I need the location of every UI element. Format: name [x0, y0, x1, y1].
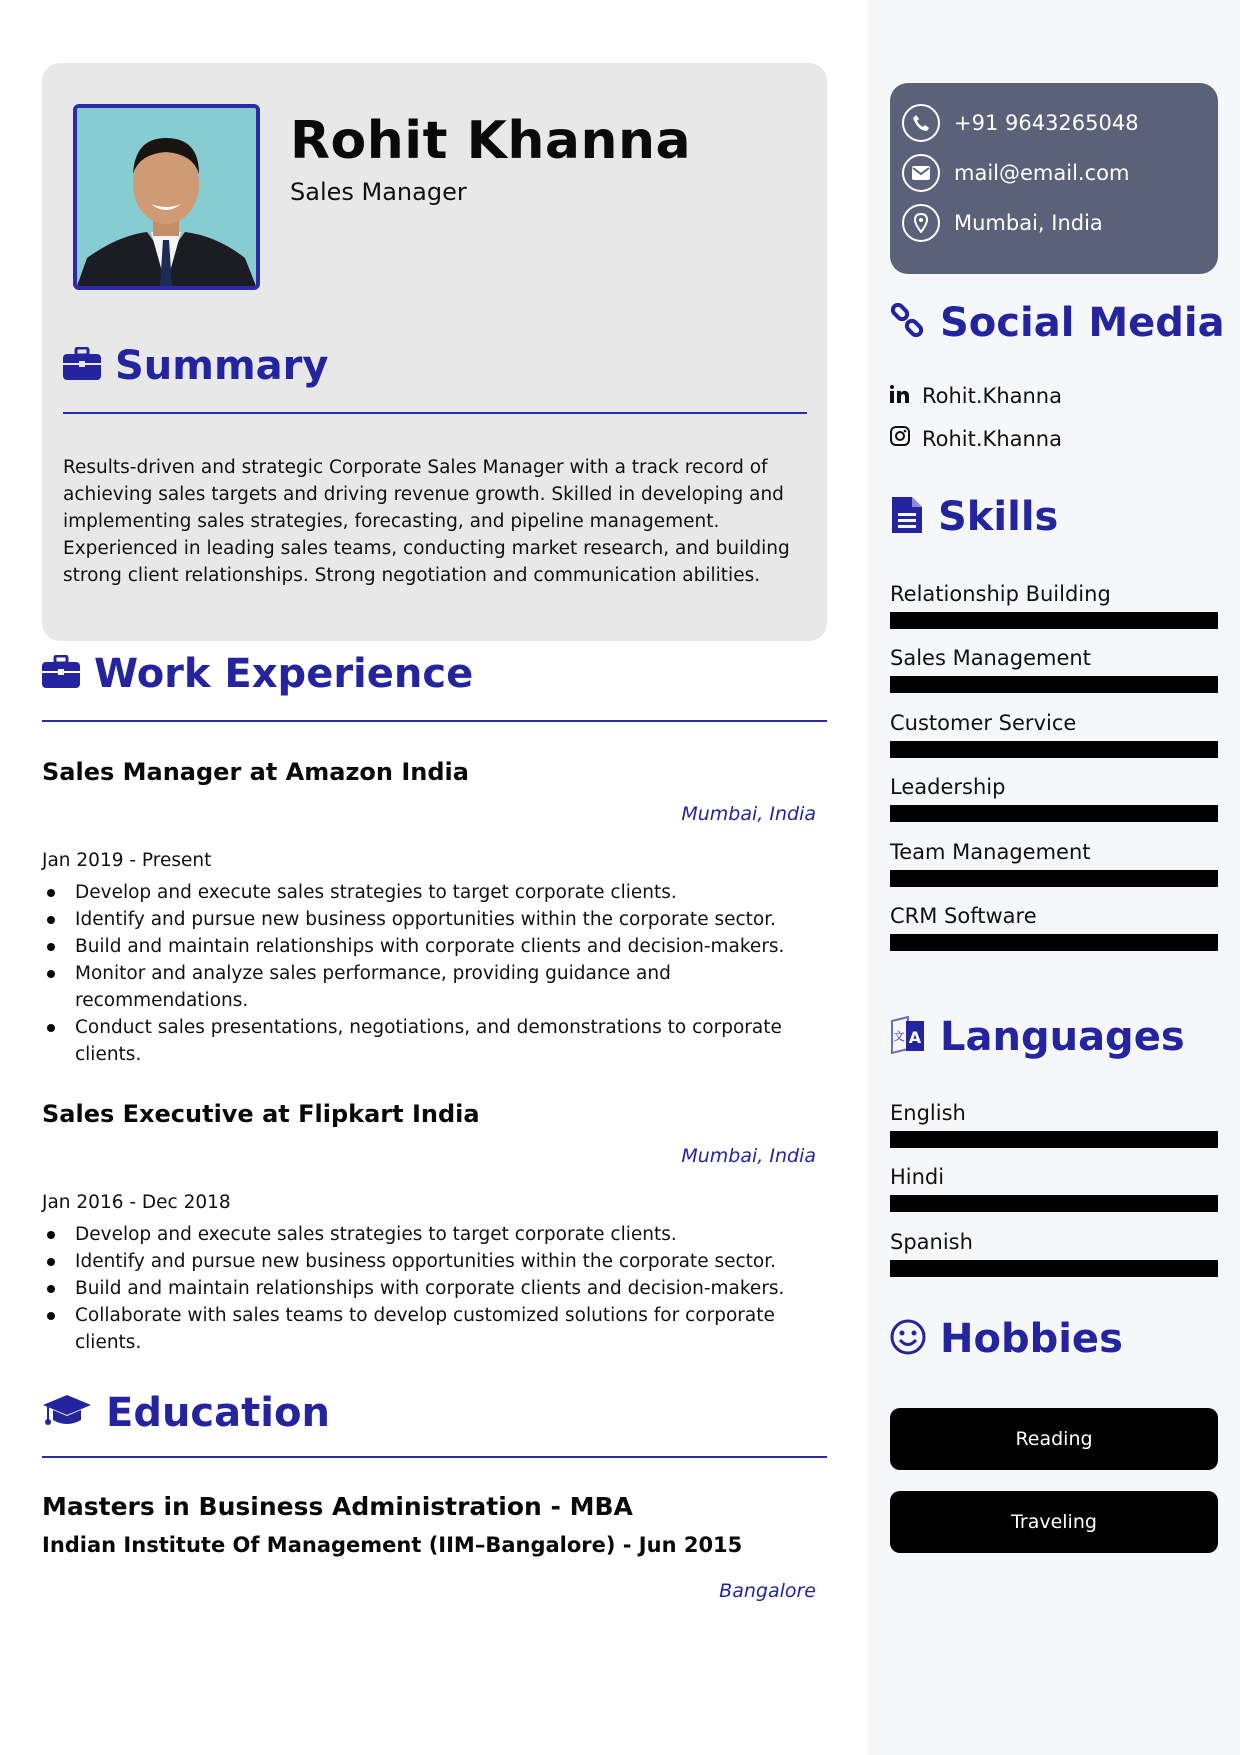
job-bullets-1	[42, 879, 812, 1068]
education-heading-text: Education	[106, 1390, 330, 1436]
instagram-handle: Rohit.Khanna	[922, 426, 1062, 451]
social-instagram[interactable]	[890, 426, 1062, 451]
language-label: Spanish	[890, 1230, 973, 1254]
education-heading	[42, 1390, 330, 1436]
job-title-1: Sales Manager at Amazon India	[42, 758, 469, 786]
education-school: Indian Institute Of Management (IIM–Bangalore) - Jun 2015	[42, 1533, 743, 1557]
contact-phone	[902, 104, 1139, 142]
skill-label: Leadership	[890, 775, 1006, 799]
education-location: Bangalore	[719, 1580, 816, 1602]
languages-heading-text: Languages	[940, 1014, 1185, 1060]
summary-divider	[63, 412, 807, 414]
skill-bar	[890, 870, 1218, 887]
hobbies-heading-text: Hobbies	[940, 1316, 1123, 1362]
contact-location-text: Mumbai, India	[954, 211, 1103, 235]
skill-label: Team Management	[890, 840, 1091, 864]
skill-bar	[890, 805, 1218, 822]
language-bar	[890, 1195, 1218, 1212]
linkedin-handle: Rohit.Khanna	[922, 384, 1062, 408]
summary-heading-text: Summary	[115, 343, 329, 389]
instagram-icon	[890, 426, 910, 451]
briefcase-icon	[63, 347, 101, 385]
education-divider	[42, 1456, 827, 1458]
phone-icon	[902, 104, 940, 142]
list-item: Conduct sales presentations, negotiations, and demonstrations to corporate clients.	[42, 1014, 812, 1068]
language-bar	[890, 1131, 1218, 1148]
envelope-icon	[902, 154, 940, 192]
hobby-chip: Reading	[890, 1408, 1218, 1470]
svg-text:A: A	[908, 1028, 922, 1047]
briefcase-icon	[42, 655, 80, 693]
link-icon	[890, 303, 926, 343]
list-item: Identify and pursue new business opportunities within the corporate sector.	[42, 906, 812, 933]
list-item: Build and maintain relationships with corporate clients and decision-makers.	[42, 1275, 812, 1302]
smiley-icon	[890, 1319, 926, 1359]
skill-label: Relationship Building	[890, 582, 1111, 606]
contact-location	[902, 204, 1103, 242]
profile-photo	[73, 104, 260, 290]
language-label: English	[890, 1101, 966, 1125]
job-dates-1: Jan 2019 - Present	[42, 850, 212, 871]
skills-heading-text: Skills	[938, 494, 1059, 540]
language-bar	[890, 1260, 1218, 1277]
languages-heading	[890, 1014, 1185, 1060]
map-pin-icon	[902, 204, 940, 242]
document-icon	[890, 495, 924, 539]
skill-label: CRM Software	[890, 904, 1037, 928]
job-bullets-2	[42, 1221, 812, 1356]
work-heading-text: Work Experience	[94, 651, 474, 697]
contact-email	[902, 154, 1129, 192]
skill-label: Customer Service	[890, 711, 1077, 735]
header-card	[42, 63, 827, 641]
contact-card	[890, 83, 1218, 274]
work-divider	[42, 720, 827, 722]
job-title-2: Sales Executive at Flipkart India	[42, 1100, 480, 1128]
skill-bar	[890, 676, 1218, 693]
graduation-cap-icon	[42, 1393, 92, 1433]
skill-bar	[890, 934, 1218, 951]
summary-heading	[63, 343, 328, 389]
job-dates-2: Jan 2016 - Dec 2018	[42, 1192, 231, 1213]
skill-bar	[890, 741, 1218, 758]
list-item: Develop and execute sales strategies to target corporate clients.	[42, 1221, 812, 1248]
job-location-1: Mumbai, India	[681, 803, 816, 825]
list-item: Monitor and analyze sales performance, providing guidance and recommendations.	[42, 960, 812, 1014]
candidate-name: Rohit Khanna	[290, 111, 692, 171]
linkedin-icon	[890, 384, 910, 408]
language-label: Hindi	[890, 1165, 945, 1189]
candidate-title: Sales Manager	[290, 178, 467, 206]
list-item: Identify and pursue new business opportunities within the corporate sector.	[42, 1248, 812, 1275]
svg-text:文: 文	[893, 1030, 905, 1043]
social-heading	[890, 300, 1225, 346]
list-item: Collaborate with sales teams to develop customized solutions for corporate clients.	[42, 1302, 812, 1356]
skill-bar	[890, 612, 1218, 629]
contact-email-text: mail@email.com	[954, 161, 1130, 185]
skill-label: Sales Management	[890, 646, 1091, 670]
contact-phone-text: +91 9643265048	[954, 111, 1139, 135]
job-location-2: Mumbai, India	[681, 1145, 816, 1167]
list-item: Build and maintain relationships with corporate clients and decision-makers.	[42, 933, 812, 960]
social-linkedin[interactable]	[890, 384, 1062, 408]
hobbies-heading	[890, 1316, 1123, 1362]
work-heading	[42, 651, 473, 697]
education-degree: Masters in Business Administration - MBA	[42, 1492, 633, 1521]
skills-heading	[890, 494, 1058, 540]
summary-text: Results-driven and strategic Corporate Sales Manager with a track record of achieving sales targets and driving revenue growth. Skilled in developing and implementing sales strategies, forecasting, and pipeline management. Experienced in leading sales teams, conducting market research, and building strong client relationships. Strong negotiation and communication abilities.	[63, 457, 790, 586]
social-heading-text: Social Media	[940, 300, 1225, 346]
hobby-chip: Traveling	[890, 1491, 1218, 1553]
translate-icon	[890, 1015, 926, 1059]
list-item: Develop and execute sales strategies to target corporate clients.	[42, 879, 812, 906]
